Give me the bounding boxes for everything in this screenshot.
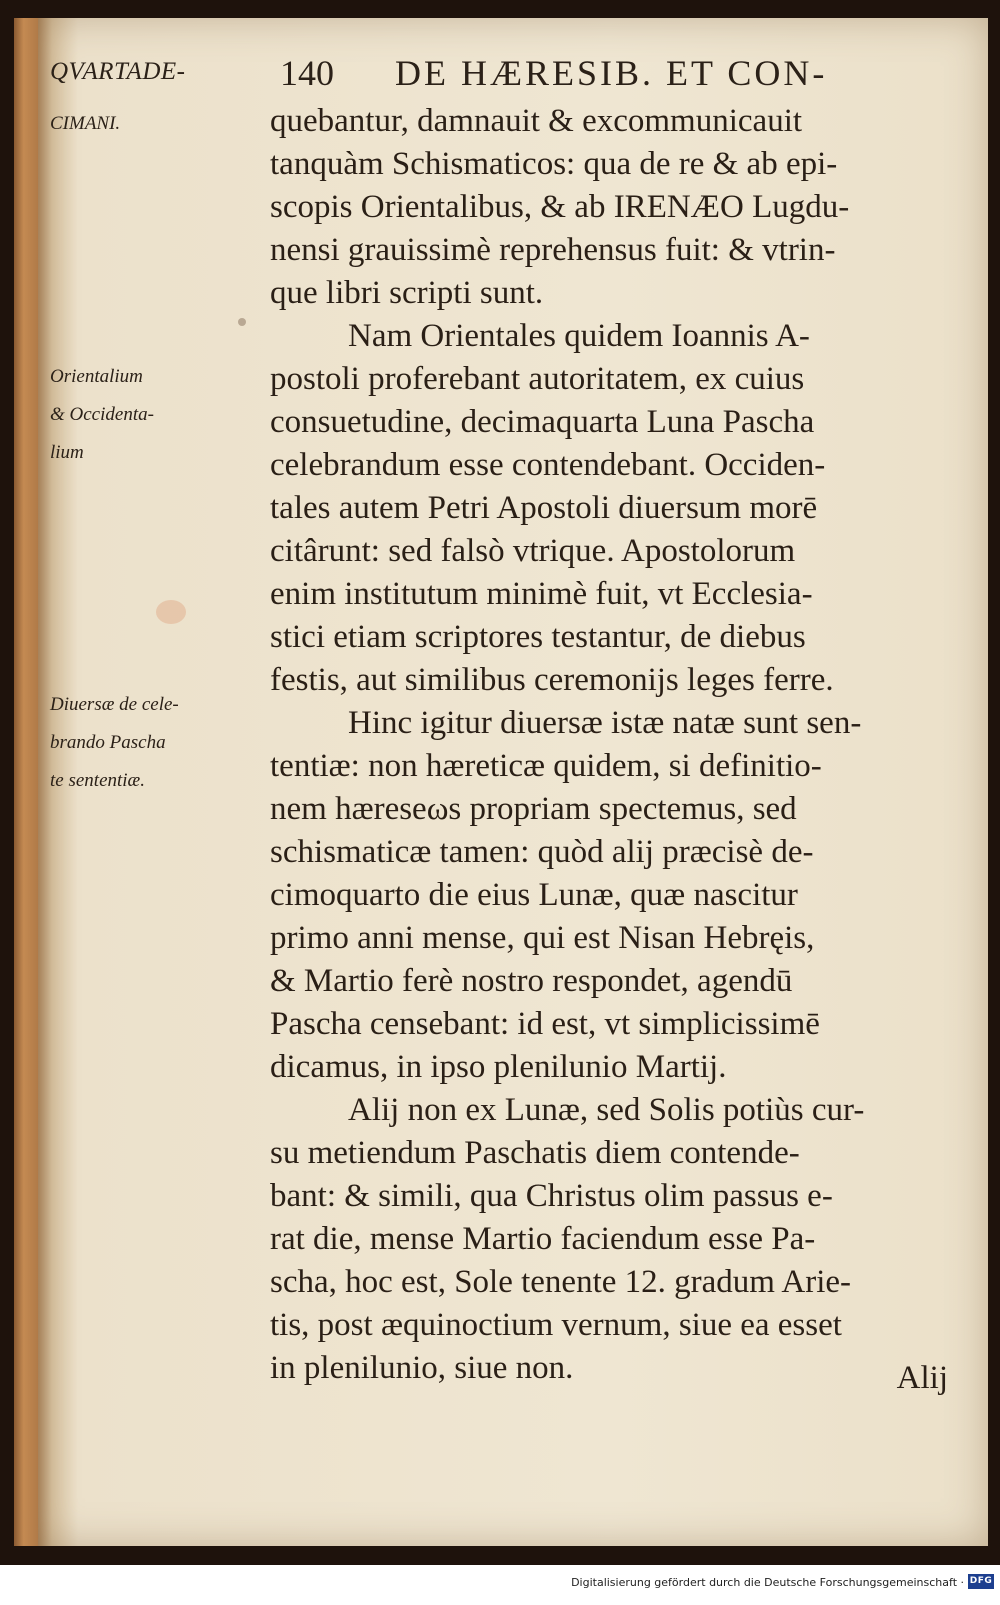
text-line: tales autem Petri Apostoli diuersum morē: [270, 490, 818, 526]
footer-credit: Digitalisierung gefördert durch die Deutsche Forschungsgemeinschaft ·: [571, 1576, 964, 1589]
text-line: Pascha censebant: id est, vt simplicissimē: [270, 1006, 820, 1042]
text-line: nensi grauissimè reprehensus fuit: & vtrin-: [270, 232, 836, 268]
text-line: dicamus, in ipso plenilunio Martij.: [270, 1049, 727, 1085]
text-line: nem hæreseωs propriam spectemus, sed: [270, 791, 797, 827]
text-line: festis, aut similibus ceremonijs leges ferre.: [270, 662, 834, 698]
text-line: schismaticæ tamen: quòd alij præcisè de-: [270, 834, 814, 870]
text-line: rat die, mense Martio faciendum esse Pa-: [270, 1221, 816, 1257]
text-line: enim institutum minimè fuit, vt Ecclesia-: [270, 576, 813, 612]
text-line: primo anni mense, qui est Nisan Hebręis,: [270, 920, 815, 956]
page-number: 140: [280, 53, 334, 93]
text-line: citârunt: sed falsò vtrique. Apostolorum: [270, 533, 796, 569]
text-line: celebrandum esse contendebant. Occiden-: [270, 447, 826, 483]
text-line: in plenilunio, siue non.: [270, 1350, 574, 1386]
text-line: que libri scripti sunt.: [270, 275, 544, 311]
text-line: consuetudine, decimaquarta Luna Pascha: [270, 404, 815, 440]
digitization-footer: [0, 1565, 1000, 1605]
text-line: scopis Orientalibus, & ab IRENÆO Lugdu-: [270, 189, 850, 225]
text-line: su metiendum Paschatis diem contende-: [270, 1135, 800, 1171]
text-line: cimoquarto die eius Lunæ, quæ nascitur: [270, 877, 798, 913]
text-line: tis, post æquinoctium vernum, siue ea esset: [270, 1307, 842, 1343]
text-line: tanquàm Schismaticos: qua de re & ab epi-: [270, 146, 838, 182]
text-line: quebantur, damnauit & excommunicauit: [270, 103, 803, 139]
text-line: stici etiam scriptores testantur, de diebus: [270, 619, 806, 655]
text-line: Hinc igitur diuersæ istæ natæ sunt sen-: [348, 705, 862, 741]
margin-note-diuersae: Diuersæ de cele- brando Pascha te sententiæ.: [50, 694, 179, 791]
text-line: postoli proferebant autoritatem, ex cuius: [270, 361, 805, 397]
running-head-left: QVARTADE-: [50, 58, 186, 85]
running-title: DE HÆRESIB. ET CON-: [395, 53, 828, 93]
margin-note-cimani: CIMANI.: [50, 113, 121, 134]
text-line: & Martio ferè nostro respondet, agendū: [270, 963, 793, 999]
catchword: Alij: [896, 1360, 948, 1396]
body-text: [270, 100, 960, 1390]
margin-note-orientalium: Orientalium & Occidenta- lium: [50, 366, 154, 463]
paper-stain: [156, 600, 186, 624]
text-line: scha, hoc est, Sole tenente 12. gradum Arie-: [270, 1264, 851, 1300]
text-line: Alij non ex Lunæ, sed Solis potiùs cur-: [348, 1092, 865, 1128]
text-line: Nam Orientales quidem Ioannis A-: [348, 318, 810, 354]
text-line: bant: & simili, qua Christus olim passus e-: [270, 1178, 833, 1214]
text-line: tentiæ: non hæreticæ quidem, si definitio-: [270, 748, 822, 784]
page-header: [50, 52, 950, 104]
paper-speck: [238, 318, 246, 326]
dfg-logo: DFG: [968, 1574, 994, 1589]
